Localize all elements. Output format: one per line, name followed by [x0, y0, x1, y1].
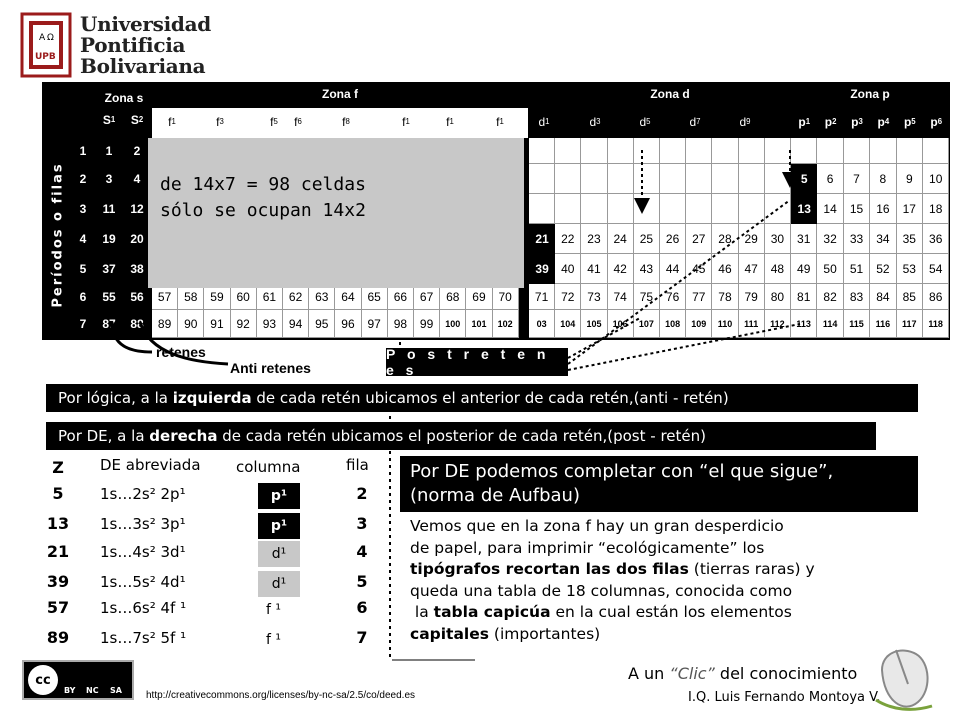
electron-configuration: 1s…6s² 4f ¹ [100, 599, 187, 617]
element-cell: 74 [608, 284, 634, 310]
element-cell: 79 [739, 284, 765, 310]
license-link[interactable]: http://creativecommons.org/licenses/by-nc-sa/2.5/co/deed.es [146, 690, 416, 701]
element-cell: 25 [634, 224, 660, 254]
element-cell: 33 [844, 224, 870, 254]
zone-f-header: Zona f [322, 87, 358, 101]
f-label: f 1 [446, 115, 454, 129]
overlay-line2: sólo se ocupan 14x2 [160, 200, 366, 221]
column-value: f ¹ [266, 602, 281, 618]
element-cell: 03 [529, 310, 555, 338]
zone-p-header: Zona p [850, 87, 890, 101]
d-label: d 1 [538, 115, 550, 129]
s-element-cell: 38 [130, 262, 144, 276]
element-cell: 23 [581, 224, 607, 254]
element-cell: 71 [529, 284, 555, 310]
element-cell: 117 [897, 310, 923, 338]
period-axis-label: Períodos o filas [50, 162, 66, 308]
element-cell: 83 [844, 284, 870, 310]
retenes-line-icon [112, 322, 152, 352]
row-value: 6 [356, 598, 368, 617]
s-element-cell: 1 [105, 144, 113, 158]
header-columna: columna [236, 458, 301, 476]
anti-retenes-label: Anti retenes [230, 360, 311, 376]
column-value: f ¹ [266, 632, 281, 648]
element-cell: 92 [231, 310, 257, 338]
f-label: f 3 [216, 115, 224, 129]
f-label: f 1 [496, 115, 504, 129]
element-cell: 110 [712, 310, 738, 338]
element-cell: 61 [257, 284, 283, 310]
element-cell: 65 [362, 284, 388, 310]
element-cell: 67 [414, 284, 440, 310]
p-label: p 6 [930, 115, 943, 129]
element-cell: 26 [660, 224, 686, 254]
element-cell: 39 [529, 254, 555, 284]
f-label: f 1 [402, 115, 410, 129]
element-cell: 89 [152, 310, 178, 338]
row-value: 2 [356, 484, 368, 503]
element-cell: 17 [897, 194, 923, 224]
element-cell: 48 [765, 254, 791, 284]
element-cell: 52 [870, 254, 896, 284]
column-value: p¹ [258, 513, 300, 539]
element-cell: 64 [335, 284, 361, 310]
element-cell: 91 [204, 310, 230, 338]
element-cell: 96 [335, 310, 361, 338]
p-label: p 1 [798, 115, 811, 129]
cc-nc-label: NC [86, 686, 99, 695]
element-cell: 72 [555, 284, 581, 310]
d-label: d 5 [639, 115, 651, 129]
z-value: 57 [46, 598, 70, 617]
element-cell: 93 [257, 310, 283, 338]
period-number: 6 [79, 290, 87, 304]
element-cell: 28 [712, 224, 738, 254]
element-cell: 69 [466, 284, 492, 310]
element-cell: 32 [817, 224, 843, 254]
s-element-cell: 37 [102, 262, 116, 276]
f-label: f 8 [342, 115, 350, 129]
element-cell: 73 [581, 284, 607, 310]
element-cell: 47 [739, 254, 765, 284]
element-cell: 115 [844, 310, 870, 338]
element-cell: 5 [791, 164, 817, 194]
element-cell: 18 [923, 194, 949, 224]
s-element-cell: 88 [130, 317, 144, 331]
university-name-line3: Bolivariana [80, 54, 206, 78]
period-number: 1 [79, 144, 87, 158]
p-label: p 2 [824, 115, 837, 129]
z-value: 39 [46, 572, 70, 591]
f-label: f 5 [270, 115, 278, 129]
element-cell: 43 [634, 254, 660, 284]
post-retenes-label: P o s t r e t e n e s [386, 348, 568, 376]
s-element-cell: 56 [130, 290, 144, 304]
zone-d-header: Zona d [650, 87, 690, 101]
element-cell: 112 [765, 310, 791, 338]
logic-statement: Por lógica, a la izquierda de cada retén ubicamos el anterior de cada retén,(anti - retén) [46, 384, 918, 412]
s-element-cell: 2 [133, 144, 141, 158]
element-cell: 99 [414, 310, 440, 338]
period-number: 7 [79, 317, 87, 331]
column-value: d¹ [258, 541, 300, 567]
element-cell: 116 [870, 310, 896, 338]
element-cell: 16 [870, 194, 896, 224]
de-statement: Por DE, a la derecha de cada retén ubicamos el posterior de cada retén,(post - retén) [46, 422, 876, 450]
element-cell: 60 [231, 284, 257, 310]
electron-configuration: 1s…5s² 4d¹ [100, 573, 186, 591]
crest-letter-a: A [39, 33, 46, 43]
s-element-cell: 19 [102, 232, 116, 246]
element-cell: 100 [440, 310, 466, 338]
s-element-cell: 11 [102, 202, 116, 216]
creative-commons-badge[interactable] [22, 660, 134, 700]
s-element-cell: 55 [102, 290, 116, 304]
element-cell: 10 [923, 164, 949, 194]
element-cell: 7 [844, 164, 870, 194]
period-number: 2 [79, 172, 87, 186]
element-cell: 57 [152, 284, 178, 310]
period-number: 5 [79, 262, 87, 276]
element-cell: 114 [817, 310, 843, 338]
element-cell: 59 [204, 284, 230, 310]
period-number: 3 [79, 202, 87, 216]
column-value: p¹ [258, 483, 300, 509]
electron-configuration: 1s…2s² 2p¹ [100, 485, 186, 503]
aufbau-box [400, 456, 918, 512]
row-value: 3 [356, 514, 368, 533]
element-cell: 36 [923, 224, 949, 254]
element-cell: 21 [529, 224, 555, 254]
element-cell: 29 [739, 224, 765, 254]
s-element-cell: 20 [130, 232, 144, 246]
element-cell: 51 [844, 254, 870, 284]
p-label: p 5 [903, 115, 916, 129]
element-cell: 98 [388, 310, 414, 338]
element-cell: 102 [493, 310, 519, 338]
aufbau-line2: (norma de Aufbau) [410, 485, 580, 506]
crest-text: UPB [35, 52, 56, 62]
element-cell: 34 [870, 224, 896, 254]
element-cell: 30 [765, 224, 791, 254]
element-cell: 63 [309, 284, 335, 310]
element-cell: 9 [897, 164, 923, 194]
cc-sa-label: SA [110, 686, 122, 695]
p-label: p 3 [851, 115, 863, 129]
element-cell: 109 [686, 310, 712, 338]
cc-icon: cc [28, 665, 58, 695]
element-cell: 75 [634, 284, 660, 310]
s-label: S 2 [130, 113, 144, 127]
s-element-cell: 87 [102, 317, 116, 331]
row-value: 5 [356, 572, 368, 591]
element-cell: 94 [283, 310, 309, 338]
element-cell: 104 [555, 310, 581, 338]
mouse-icon [872, 640, 942, 716]
element-cell: 113 [791, 310, 817, 338]
cc-by-label: BY [64, 686, 76, 695]
element-cell: 86 [923, 284, 949, 310]
z-value: 21 [46, 542, 70, 561]
element-cell: 41 [581, 254, 607, 284]
retenes-label: retenes [156, 344, 206, 360]
element-cell: 44 [660, 254, 686, 284]
z-value: 5 [52, 484, 64, 503]
element-cell: 97 [362, 310, 388, 338]
element-cell: 111 [739, 310, 765, 338]
d-label: d 3 [589, 115, 601, 129]
element-cell: 85 [897, 284, 923, 310]
z-value: 89 [46, 628, 70, 647]
element-cell: 118 [923, 310, 949, 338]
element-cell: 35 [897, 224, 923, 254]
element-cell: 22 [555, 224, 581, 254]
header-z: Z [52, 458, 64, 477]
s-element-cell: 4 [133, 172, 141, 186]
aufbau-line1: Por DE podemos completar con “el que sigue”, [410, 461, 834, 482]
element-cell: 6 [817, 164, 843, 194]
s-element-cell: 12 [130, 202, 144, 216]
row-value: 4 [356, 542, 368, 561]
header-fila: fila [346, 456, 369, 474]
electron-configuration: 1s…3s² 3p¹ [100, 515, 186, 533]
s-label: S 1 [102, 113, 116, 127]
element-cell: 24 [608, 224, 634, 254]
element-cell: 45 [686, 254, 712, 284]
element-cell: 31 [791, 224, 817, 254]
element-cell: 66 [388, 284, 414, 310]
element-cell: 95 [309, 310, 335, 338]
element-cell: 108 [660, 310, 686, 338]
explanation-paragraph: Vemos que en la zona f hay un gran desperdicio de papel, para imprimir “ecológicamente” los tipógrafos recortan las dos filas (tierras raras) y queda una tabla de 18 columnas, conocida como la tabla capicúa en la cual están los elementos capitales (importantes) [410, 517, 815, 643]
p-label: p 4 [877, 115, 890, 129]
university-name-line2: Pontificia [80, 33, 186, 57]
element-cell: 40 [555, 254, 581, 284]
element-cell: 46 [712, 254, 738, 284]
element-cell: 15 [844, 194, 870, 224]
crest-letter-omega: Ω [47, 33, 54, 43]
z-value: 13 [46, 514, 70, 533]
element-cell: 101 [466, 310, 492, 338]
element-cell: 78 [712, 284, 738, 310]
university-name-line1: Universidad [80, 12, 211, 36]
element-cell: 105 [581, 310, 607, 338]
element-cell: 8 [870, 164, 896, 194]
element-cell: 84 [870, 284, 896, 310]
row-value: 7 [356, 628, 368, 647]
brand-tagline: A un “Clic” del conocimiento [628, 664, 858, 683]
electron-configuration: 1s…4s² 3d¹ [100, 543, 186, 561]
element-cell: 62 [283, 284, 309, 310]
f-label: f 6 [294, 115, 302, 129]
element-cell: 81 [791, 284, 817, 310]
element-cell: 58 [178, 284, 204, 310]
element-cell: 54 [923, 254, 949, 284]
element-cell: 82 [817, 284, 843, 310]
element-cell: 107 [634, 310, 660, 338]
period-number: 4 [79, 232, 87, 246]
d-label: d 7 [689, 115, 701, 129]
element-cell: 90 [178, 310, 204, 338]
overlay-line1: de 14x7 = 98 celdas [160, 174, 366, 195]
author-name: I.Q. Luis Fernando Montoya V. [688, 690, 881, 705]
f-label: f 1 [168, 115, 176, 129]
column-value: d¹ [258, 571, 300, 597]
zone-s-header: Zona s [104, 91, 144, 105]
element-cell: 80 [765, 284, 791, 310]
element-cell: 50 [817, 254, 843, 284]
element-cell: 76 [660, 284, 686, 310]
d-label: d 9 [739, 115, 751, 129]
element-cell: 53 [897, 254, 923, 284]
element-cell: 77 [686, 284, 712, 310]
element-cell: 106 [608, 310, 634, 338]
header-de: DE abreviada [100, 456, 201, 474]
s-element-cell: 3 [105, 172, 113, 186]
element-cell: 70 [493, 284, 519, 310]
element-cell: 27 [686, 224, 712, 254]
element-cell: 14 [817, 194, 843, 224]
element-cell: 13 [791, 194, 817, 224]
element-cell: 42 [608, 254, 634, 284]
element-cell: 68 [440, 284, 466, 310]
element-cell: 49 [791, 254, 817, 284]
electron-configuration: 1s…7s² 5f ¹ [100, 629, 187, 647]
